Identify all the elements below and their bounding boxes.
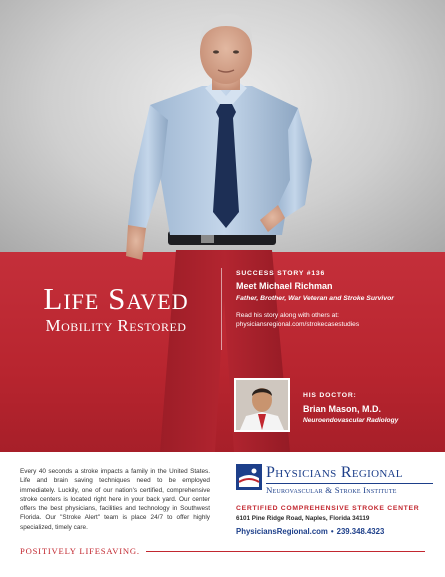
logo-title: Physicians Regional (266, 464, 403, 481)
success-story (236, 270, 436, 329)
physicians-regional-logo-icon (236, 464, 262, 490)
logo-divider (266, 483, 433, 484)
certification-label: CERTIFIED COMPREHENSIVE STROKE CENTER (236, 505, 420, 512)
doctor-specialty: Neuroendovascular Radiology (303, 417, 399, 424)
doctor-info (303, 392, 443, 424)
story-url-link[interactable]: physiciansregional.com/strokecasestudies (236, 321, 360, 328)
headline-title: Life Saved (43, 281, 189, 316)
slogan: POSITIVELY LIFESAVING. (20, 546, 140, 556)
contact-line (236, 527, 441, 536)
phone-link[interactable]: 239.348.4323 (336, 527, 385, 536)
patient-name: Meet Michael Richman (236, 281, 333, 291)
doctor-photo (234, 378, 290, 432)
vertical-divider (221, 268, 222, 350)
body-copy: Every 40 seconds a stroke impacts a family in the United States. Life and brain saving techniques need to be employed immediately. Luckily, one of our nation's certified, comprehensive stroke centers is located right here in your back yard. Our center offers the best physicians, facilities and technology in Southwest Florida. Our "Stroke Alert" team is place 24/7 to offer highly specialized, timely care. (20, 468, 210, 531)
headline (16, 283, 216, 336)
story-eyebrow: SUCCESS STORY #136 (236, 270, 326, 277)
address: 6101 Pine Ridge Road, Naples, Florida 34119 (236, 515, 370, 522)
read-story-text: Read his story along with others at: (236, 312, 339, 319)
doctor-label: HIS DOCTOR: (303, 392, 357, 399)
doctor-name: Brian Mason, M.D. (303, 404, 382, 414)
separator-dot: • (330, 527, 334, 536)
logo-subtitle: Neurovascular & Stroke Institute (266, 485, 397, 495)
website-link[interactable]: PhysiciansRegional.com (236, 527, 328, 536)
headline-subtitle: Mobility Restored (45, 316, 187, 335)
patient-tagline: Father, Brother, War Veteran and Stroke Survivor (236, 295, 394, 302)
slogan-rule (146, 551, 425, 552)
